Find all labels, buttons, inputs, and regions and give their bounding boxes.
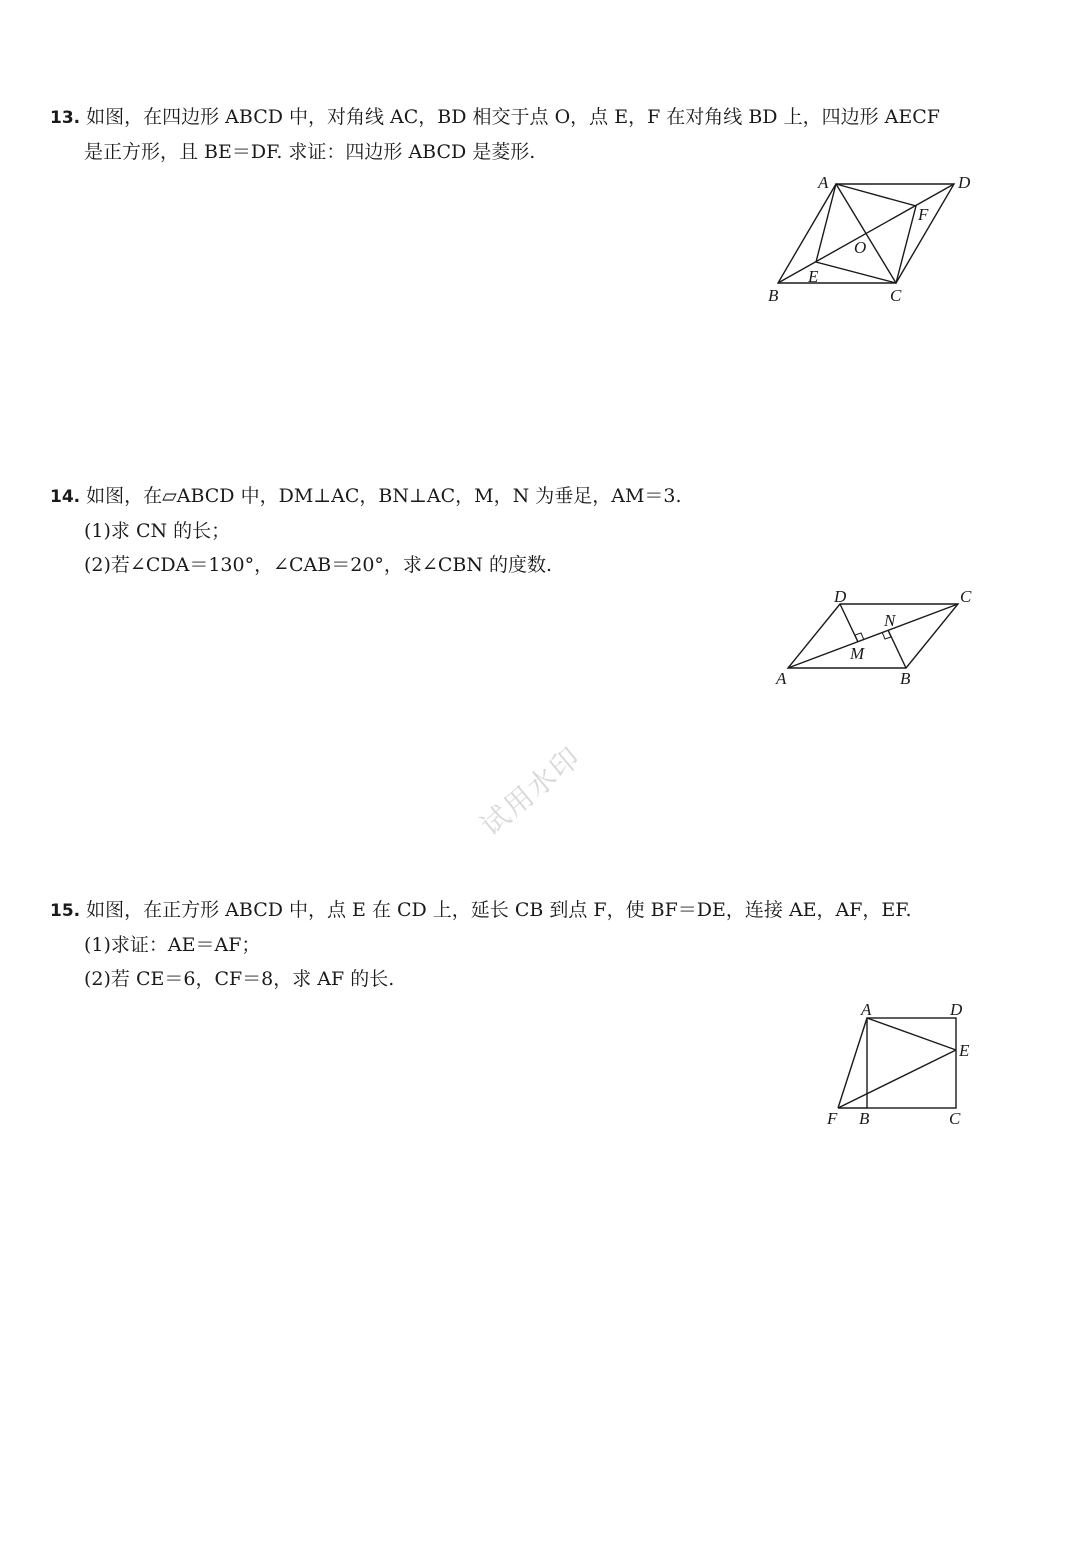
label-M: M (850, 644, 865, 663)
label-C: C (949, 1109, 961, 1128)
problem-number: 15. (50, 901, 81, 921)
problem-number: 13. (50, 108, 81, 128)
problem-14-line-3: (2)若∠CDA＝130°，∠CAB＝20°，求∠CBN 的度数. (84, 554, 553, 576)
problem-15-line-3: (2)若 CE＝6，CF＝8，求 AF 的长. (84, 968, 395, 990)
label-B: B (859, 1109, 870, 1128)
figure-13-rhombus (760, 170, 980, 310)
problem-15 (50, 893, 1040, 996)
label-F: F (827, 1109, 838, 1128)
label-A: A (818, 173, 829, 192)
label-O: O (854, 238, 867, 257)
figure-15-square (820, 998, 980, 1133)
problem-13-line-2: 是正方形，且 BE＝DF. 求证：四边形 ABCD 是菱形. (84, 141, 536, 163)
label-D: D (958, 173, 971, 192)
label-N: N (884, 611, 896, 630)
figure-14-parallelogram (770, 585, 990, 695)
watermark: 试用水印 (474, 739, 588, 843)
label-E: E (808, 267, 819, 286)
problem-text: 如图，在正方形 ABCD 中，点 E 在 CD 上，延长 CB 到点 F，使 BF＝DE，连接 AE，AF，EF. (86, 899, 912, 921)
problem-13-line-1 (50, 100, 1040, 135)
label-D: D (950, 1000, 963, 1019)
label-A: A (776, 669, 787, 688)
problem-14-line-2: (1)求 CN 的长； (84, 520, 231, 542)
problem-14 (50, 479, 1040, 582)
label-E: E (959, 1041, 970, 1060)
label-A: A (861, 1000, 872, 1019)
problem-13 (50, 100, 1040, 169)
problem-14-line-1 (50, 479, 1040, 514)
problem-number: 14. (50, 487, 81, 507)
label-B: B (768, 286, 779, 305)
label-C: C (890, 286, 902, 305)
problem-15-line-2: (1)求证：AE＝AF； (84, 934, 261, 956)
label-C: C (960, 587, 972, 606)
label-B: B (900, 669, 911, 688)
label-D: D (834, 587, 847, 606)
problem-text: 如图，在▱ABCD 中，DM⊥AC，BN⊥AC，M，N 为垂足，AM＝3. (86, 485, 682, 507)
label-F: F (918, 205, 929, 224)
problem-text: 如图，在四边形 ABCD 中，对角线 AC，BD 相交于点 O，点 E，F 在对角线 BD 上，四边形 AECF (86, 106, 940, 128)
problem-15-line-1 (50, 893, 1040, 928)
